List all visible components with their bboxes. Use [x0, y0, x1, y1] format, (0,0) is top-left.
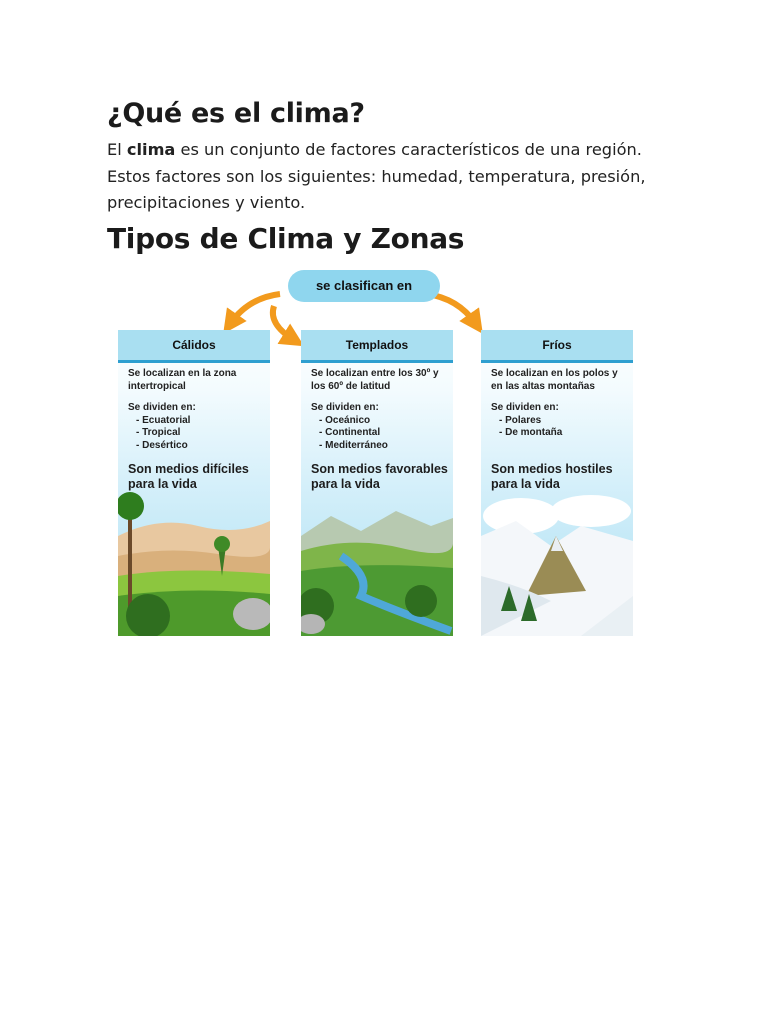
intro-text-before: El: [107, 140, 127, 159]
temperate-landscape-illustration: [301, 476, 453, 636]
column-list: [311, 415, 451, 453]
column-title: Cálidos: [118, 330, 270, 363]
column-calidos: [118, 330, 270, 636]
climate-diagram: [118, 262, 636, 636]
column-divide-label: Se dividen en:: [491, 402, 559, 413]
column-list: [128, 415, 268, 453]
list-item: - Continental: [319, 427, 381, 438]
list-item: - Desértico: [136, 439, 188, 451]
cold-landscape-illustration: [481, 476, 633, 636]
column-location: Se localizan en la zona intertropical: [128, 368, 237, 392]
column-location: Se localizan entre los 30º y los 60º de latitud: [311, 368, 439, 392]
column-title: Fríos: [481, 330, 633, 363]
column-summary: Son medios difíciles para la vida: [128, 462, 249, 491]
intro-text-after: es un conjunto de factores característicos de una región. Estos factores son los siguientes: humedad, temperatura, presión, precipitaciones y viento.: [107, 140, 646, 212]
intro-bold-word: clima: [126, 140, 176, 159]
intro-paragraph: [107, 137, 667, 217]
list-item: - Polares: [499, 414, 542, 426]
column-frios: [481, 330, 633, 636]
column-divide-label: Se dividen en:: [128, 402, 196, 413]
column-divide-label: Se dividen en:: [311, 402, 379, 413]
list-item: - Oceánico: [319, 414, 371, 426]
column-title: Templados: [301, 330, 453, 363]
list-item: - Mediterráneo: [319, 439, 388, 451]
list-item: - De montaña: [499, 427, 563, 438]
column-templados: [301, 330, 453, 636]
list-item: - Tropical: [136, 427, 181, 438]
list-item: - Ecuatorial: [136, 414, 191, 426]
column-summary: Son medios hostiles para la vida: [491, 462, 613, 491]
curved-arrow-down-icon: [273, 306, 294, 340]
heading-que-es-el-clima: ¿Qué es el clima?: [107, 98, 365, 129]
classification-pill: se clasifican en: [288, 270, 440, 302]
column-summary: Son medios favorables para la vida: [311, 462, 448, 491]
tropical-landscape-illustration: [118, 476, 270, 636]
heading-tipos-de-clima: Tipos de Clima y Zonas: [107, 222, 465, 255]
column-list: [491, 415, 631, 440]
column-location: Se localizan en los polos y en las altas montañas: [491, 368, 618, 392]
